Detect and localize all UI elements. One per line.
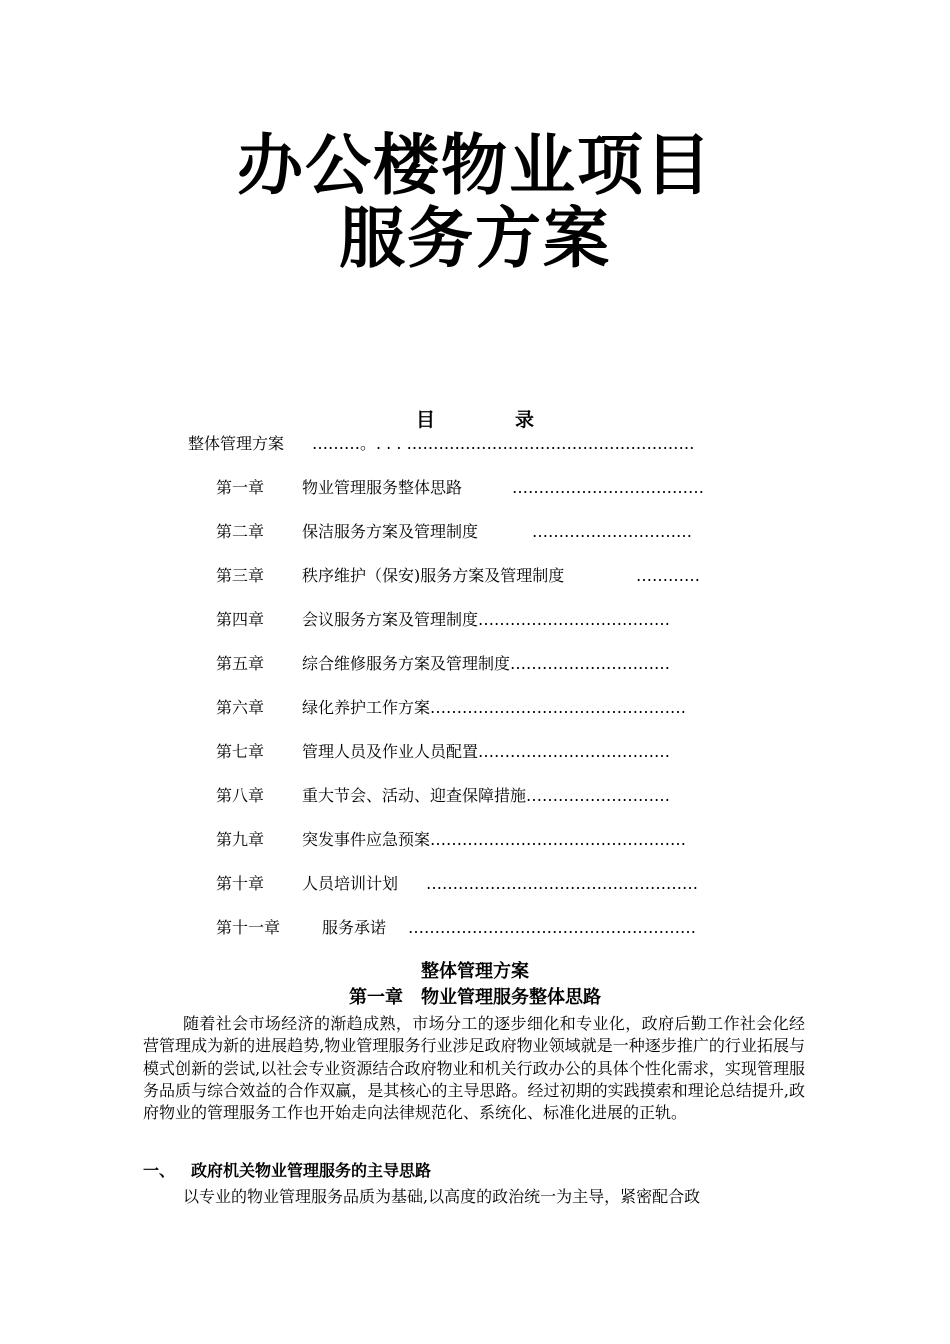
document-title-line-2: 服务方案 (339, 200, 611, 277)
toc-chapter-dots: ……………………………………………… (408, 918, 696, 937)
toc-chapter-number: 第二章 (216, 522, 265, 541)
toc-item[interactable] (216, 653, 670, 675)
toc-chapter-number: 第五章 (216, 654, 265, 673)
toc-chapter-dots: ………………………………………… (430, 830, 687, 849)
toc-chapter-title: 服务承诺 (322, 918, 387, 937)
toc-chapter-title: 会议服务方案及管理制度 (302, 610, 479, 629)
toc-chapter-dots: ……………………………… (512, 478, 704, 497)
toc-chapter-dots: ……………………………… (478, 610, 671, 629)
body-paragraph-1: 随着社会市场经济的渐趋成熟，市场分工的逐步细化和专业化，政府后勤工作社会化经营管理成为新的进展趋势,物业管理服务行业涉足政府物业领域就是一种逐步推广的行业拓展与模式创新的尝试,以社会专业资源结合政府物业和机关行政办公的具体个性化需求，实现管理服务品质与综合效益的合作双赢，是其核心的主导思路。经过初期的实践摸索和理论总结提升,政府物业的管理服务工作也开始走向法律规范化、系统化、标准化进展的正轨。 (143, 1014, 805, 1123)
toc-chapter-title: 秩序维护（保安)服务方案及管理制度 (302, 566, 565, 585)
toc-chapter-number: 第一章 (216, 478, 265, 497)
toc-chapter-number: 第八章 (216, 786, 265, 805)
toc-chapter-number: 第九章 (216, 830, 265, 849)
toc-item[interactable] (216, 697, 686, 719)
toc-chapter-dots: ………… (636, 566, 700, 585)
toc-chapter-dots: ………………………………………… (430, 698, 687, 717)
toc-heading (0, 407, 950, 433)
toc-item[interactable] (216, 521, 692, 543)
toc-chapter-dots: ………………………… (510, 654, 671, 673)
toc-overview-dots: ………。. . . ……………………………………………… (312, 434, 695, 453)
toc-chapter-number: 第四章 (216, 610, 265, 629)
toc-chapter-number: 第六章 (216, 698, 265, 717)
subheading-text: 政府机关物业管理服务的主导思路 (191, 1161, 432, 1180)
body-paragraph-2: 以专业的物业管理服务品质为基础,以高度的政治统一为主导，紧密配合政 (183, 1187, 701, 1206)
toc-item[interactable] (216, 609, 670, 631)
toc-chapter-title: 保洁服务方案及管理制度 (302, 522, 479, 541)
toc-item[interactable] (216, 785, 670, 807)
toc-item[interactable] (216, 829, 686, 851)
toc-chapter-dots: …………………………………………… (426, 874, 698, 893)
toc-item[interactable] (216, 741, 670, 763)
toc-overview[interactable] (188, 433, 695, 455)
toc-chapter-title: 重大节会、活动、迎查保障措施 (302, 786, 527, 805)
toc-chapter-number: 第三章 (216, 566, 265, 585)
toc-chapter-number: 第十一章 (216, 918, 281, 937)
toc-item[interactable] (216, 477, 704, 499)
toc-chapter-number: 第七章 (216, 742, 265, 761)
subheading-number: 一、 (143, 1161, 176, 1180)
toc-chapter-title: 管理人员及作业人员配置 (302, 742, 479, 761)
toc-heading-left: 目 (415, 409, 435, 431)
toc-chapter-dots: ……………………………… (478, 742, 671, 761)
toc-item[interactable] (216, 917, 696, 939)
toc-overview-label: 整体管理方案 (188, 434, 285, 453)
toc-item[interactable] (216, 565, 700, 587)
toc-chapter-title: 综合维修服务方案及管理制度 (302, 654, 511, 673)
toc-chapter-number: 第十章 (216, 874, 265, 893)
section-title: 整体管理方案 (421, 961, 529, 982)
toc-chapter-dots: ………………………… (532, 522, 692, 541)
toc-chapter-title: 人员培训计划 (302, 874, 399, 893)
document-title-line-1: 办公楼物业项目 (237, 127, 713, 204)
toc-chapter-dots: ……………………… (526, 786, 671, 805)
toc-chapter-title: 突发事件应急预案 (302, 830, 431, 849)
chapter-title: 第一章 物业管理服务整体思路 (349, 987, 601, 1008)
subheading (143, 1160, 431, 1182)
toc-item[interactable] (216, 873, 698, 895)
toc-chapter-title: 绿化养护工作方案 (302, 698, 431, 717)
toc-chapter-title: 物业管理服务整体思路 (302, 478, 463, 497)
toc-heading-right: 录 (515, 409, 535, 431)
